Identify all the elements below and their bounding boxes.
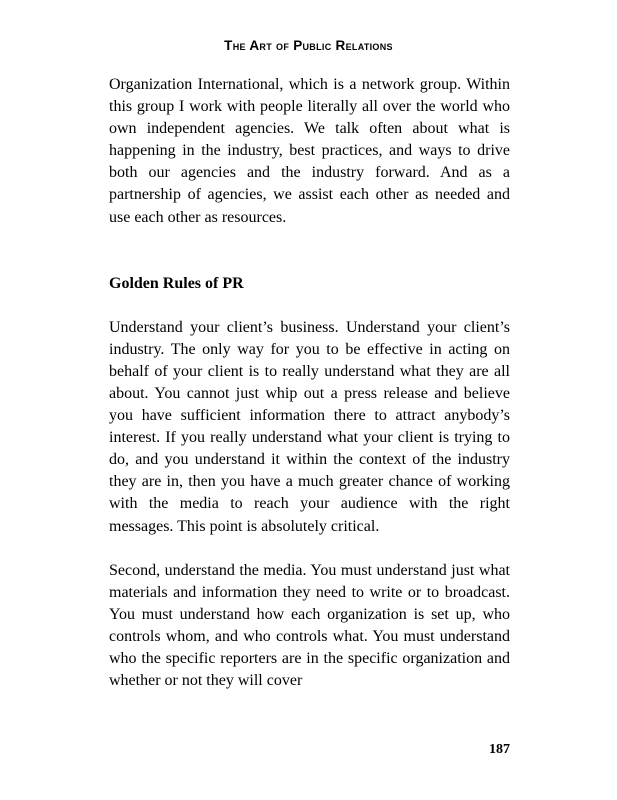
running-header: The Art of Public Relations — [224, 38, 393, 53]
body-text — [109, 74, 510, 692]
paragraph: Understand your client’s business. Understand your client’s industry. The only way for you to be effective in acting on behalf of your client is to really understand what they are all about. You cannot just whip out a press release and believe you have sufficient information there to attract anybody’s interest. If you really understand what your client is trying to do, and you understand it within the context of the industry they are in, then you have a much greater chance of working with the media to reach your audience with the right messages. This point is absolutely critical. — [109, 318, 510, 535]
paragraph: Organization International, which is a network group. Within this group I work with people literally all over the world who own independent agencies. We talk often about what is happening in the industry, best practices, and ways to drive both our agencies and the industry forward. And as a partnership of agencies, we assist each other as needed and use each other as resources. — [109, 76, 510, 226]
section-heading: Golden Rules of PR — [109, 274, 244, 292]
page-number: 187 — [489, 742, 510, 757]
paragraph: Second, understand the media. You must understand just what materials and information they need to write or to broadcast. You must understand how each organization is set up, who controls whom, and who controls what. You must understand who the specific reporters are in the specific organization and whether or not they will cover — [109, 561, 510, 690]
